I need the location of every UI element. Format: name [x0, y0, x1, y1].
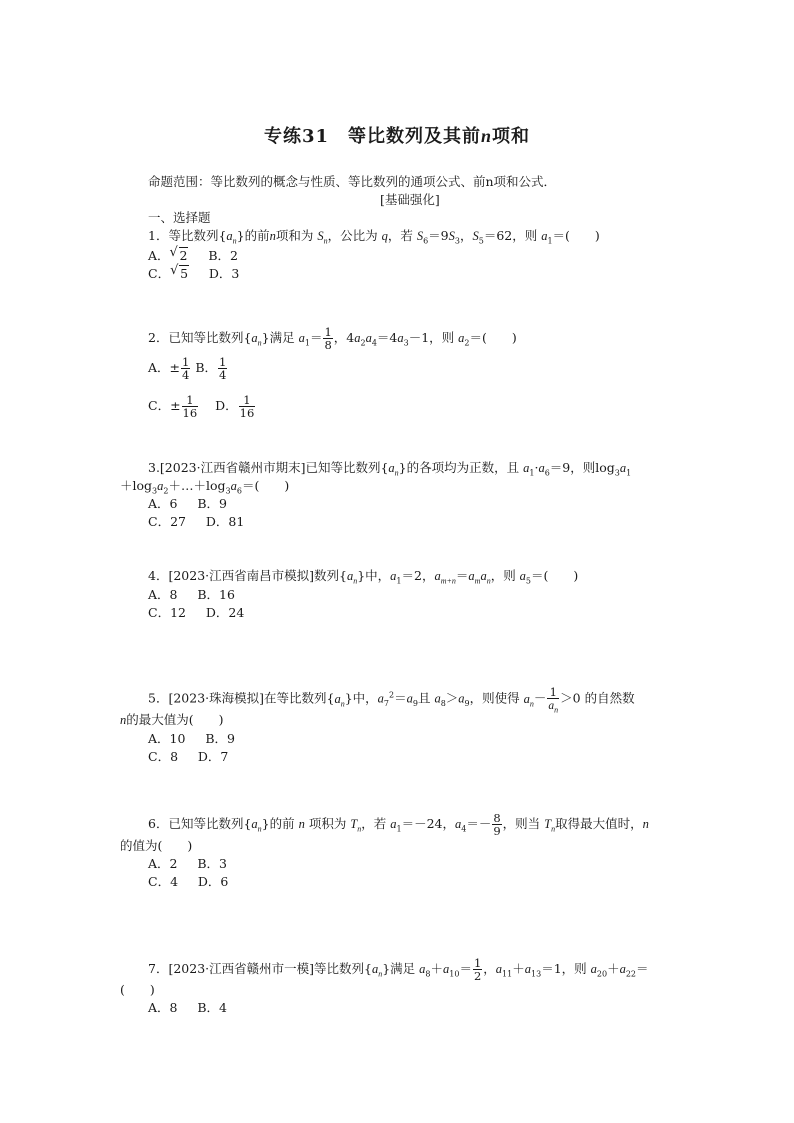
option-5b[interactable]: B．9	[205, 731, 235, 746]
question-6-options-row-2	[148, 874, 228, 890]
option-7b[interactable]: B．4	[197, 1000, 227, 1015]
section-heading: 一、选择题	[148, 210, 211, 225]
question-3-stem-line-1: 3.[2023·江西省赣州市期末]已知等比数列$\{a_n\}$的各项均为正数，且 $a_1\cdot a_6=9$，则$\log_3a_1$	[148, 460, 632, 478]
question-6-stem-line-2: 的值为( )	[120, 838, 193, 853]
question-6-options-row-1	[148, 856, 227, 872]
question-7-stem-line-2: ( )	[120, 982, 155, 997]
option-5a[interactable]: A．10	[148, 731, 186, 746]
scope-text: 命题范围：等比数列的概念与性质、等比数列的通项公式、前n项和公式．	[148, 174, 557, 189]
question-1-options-row-1	[148, 245, 238, 264]
option-2a[interactable]: A．± $\frac{1}{4}$	[148, 355, 190, 382]
option-3d[interactable]: D．81	[205, 514, 245, 529]
question-7-stem-line-1: 7．[2023·江西省赣州市一模]等比数列$\{a_n\}$满足 $a_8+a_{10}=$ $\frac{1}{2}$ ，$a_{11}+a_{13}=1$，则 $a_{20}+a_{22}=$	[148, 956, 649, 983]
question-3-options-row-1	[148, 496, 227, 512]
question-4-options-row-2	[148, 605, 244, 621]
option-2c[interactable]: C．± $\frac{1}{16}$	[148, 393, 198, 420]
question-6-stem-line-1: 6．已知等比数列$\{a_n\}$的前 n 项积为 $T_n$，若 $a_1=-24$，$a_4=-$ $\frac{8}{9}$ ，则当 $T_n$取得最大值时，n	[148, 811, 649, 838]
option-4b[interactable]: B．16	[197, 587, 235, 602]
option-6b[interactable]: B．3	[197, 856, 227, 871]
option-5d[interactable]: D．7	[197, 749, 229, 764]
option-4d[interactable]: D．24	[205, 605, 245, 620]
question-4-options-row-1	[148, 587, 235, 603]
question-2-stem: 2．已知等比数列$\{a_n\}$满足 $a_1=$ $\frac{1}{8}$ ，$4a_2a_4=4a_3-1$，则 $a_2=$( )	[148, 325, 517, 352]
option-3a[interactable]: A．6	[148, 496, 178, 511]
question-7-options-row-1	[148, 1000, 227, 1016]
question-5-stem-line-1: 5．[2023·珠海模拟]在等比数列$\{a_n\}$中，$a_7^2=a_9$且 $a_8>a_9$，则使得 $a_n-$ $\frac{1}{a_n}$ ＞0 的自然数	[148, 685, 635, 715]
question-5-options-row-2	[148, 749, 228, 765]
question-4-stem: 4．[2023·江西省南昌市模拟]数列$\{a_n\}$中，$a_1=2$，$a_{m+n}=a_ma_n$，则 $a_5=$( )	[148, 568, 579, 586]
option-4c[interactable]: C．12	[148, 605, 186, 620]
question-5-options-row-1	[148, 731, 235, 747]
option-2b[interactable]: B． $\frac{1}{4}$	[195, 355, 227, 382]
option-1b[interactable]: B．2	[208, 248, 238, 263]
question-3-stem-line-2: $+\log_3a_2+\dots+\log_3a_6=$( )	[120, 478, 290, 496]
section-tag: [基础强化]	[380, 192, 440, 207]
question-1-options-row-2	[148, 263, 240, 282]
option-4a[interactable]: A．8	[148, 587, 178, 602]
option-6a[interactable]: A．2	[148, 856, 178, 871]
question-3-options-row-2	[148, 514, 244, 530]
option-1a[interactable]: A． √ 2	[148, 245, 188, 263]
page-title: 专练31 等比数列及其前n项和	[263, 126, 531, 147]
option-7a[interactable]: A．8	[148, 1000, 178, 1015]
option-3b[interactable]: B．9	[197, 496, 227, 511]
question-5-stem-line-2: n的最大值为( )	[120, 712, 224, 727]
option-3c[interactable]: C．27	[148, 514, 186, 529]
option-6c[interactable]: C．4	[148, 874, 179, 889]
question-2-options-row-1	[148, 356, 228, 381]
option-6d[interactable]: D．6	[197, 874, 229, 889]
question-2-options-row-2	[148, 394, 256, 419]
option-1c[interactable]: C． √ 5	[148, 263, 189, 281]
option-1d[interactable]: D．3	[208, 266, 240, 281]
option-5c[interactable]: C．8	[148, 749, 179, 764]
question-1-stem: 1．等比数列$\{a_n\}$的前n项和为 $S_n$，公比为 q，若 $S_6=9S_3$，$S_5=62$，则 $a_1=$( )	[148, 228, 600, 246]
option-2d[interactable]: D． $\frac{1}{16}$	[215, 393, 255, 420]
